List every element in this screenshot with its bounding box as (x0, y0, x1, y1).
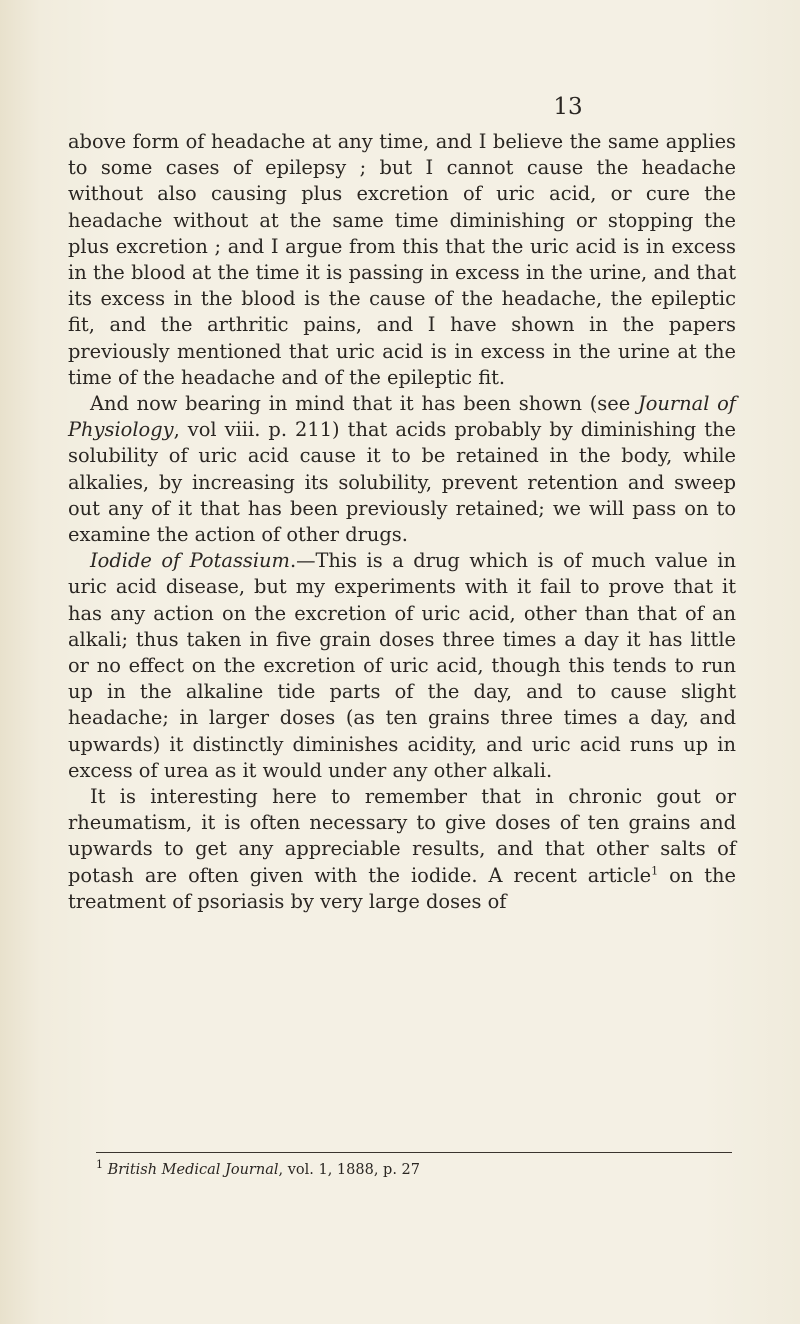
text-segment: , vol viii. p. 211) that acids probably by diminishing the solubility of uric acid cause it to be retained in the body, while alkalies, by increasing its solubility, prevent retention and sweep out any of it that has been previously retained; we will pass on to examine the action of other drugs. (68, 418, 736, 547)
footnote-source: British Medical Journal (107, 1162, 279, 1178)
italic-text: Journal of Physiology (68, 392, 736, 442)
text-segment: on the treatment of psoriasis by very large doses of (68, 863, 736, 913)
text-segment: It is interesting here to remember that in chronic gout or rheumatism, it is often necessary to give doses of ten grains and upwards to get any appreciable results, and that other salts of potash are often given with the iodide. A recent article (68, 785, 736, 887)
page-number: 13 (553, 94, 583, 120)
text-segment: And now bearing in mind that it has been shown (see (90, 392, 638, 416)
footnote-divider (96, 1152, 732, 1153)
italic-text: Iodide of Potassium (90, 549, 290, 573)
text-segment: .—This is a drug which is of much value in uric acid disease, but my experiments with it fail to prove that it has any action on the excretion of uric acid, other than that of an alkali; thus taken in five grain doses three times a day it has little or no effect on the excretion of uric acid, though this tends to run up in the alkaline tide parts of the day, and to cause slight headache; in larger doses (as ten grains three times a day, and upwards) it distinctly diminishes acidity, and uric acid runs up in excess of urea as it would under any other alkali. (68, 549, 736, 782)
paragraph (68, 391, 736, 548)
paragraph (68, 129, 736, 391)
footnote-reference: 1 (651, 864, 659, 878)
footnote-marker: 1 (96, 1158, 103, 1172)
paragraph (68, 784, 736, 915)
body-text (68, 129, 736, 915)
paragraph (68, 548, 736, 784)
text-segment: above form of headache at any time, and I believe the same applies to some cases of epilepsy ; but I cannot cause the headache without also causing plus excretion of uric acid, or cure the headache without at the same time diminishing or stopping the plus excretion ; and I argue from this that the uric acid is in excess in the blood at the time it is passing in excess in the urine, and that its excess in the blood is the cause of the headache, the epileptic fit, and the arthritic pains, and I have shown in the papers previously mentioned that uric acid is in excess in the urine at the time of the headache and of the epileptic fit. (68, 130, 736, 389)
footnote (96, 1160, 736, 1180)
footnote-details: , vol. 1, 1888, p. 27 (278, 1162, 420, 1178)
